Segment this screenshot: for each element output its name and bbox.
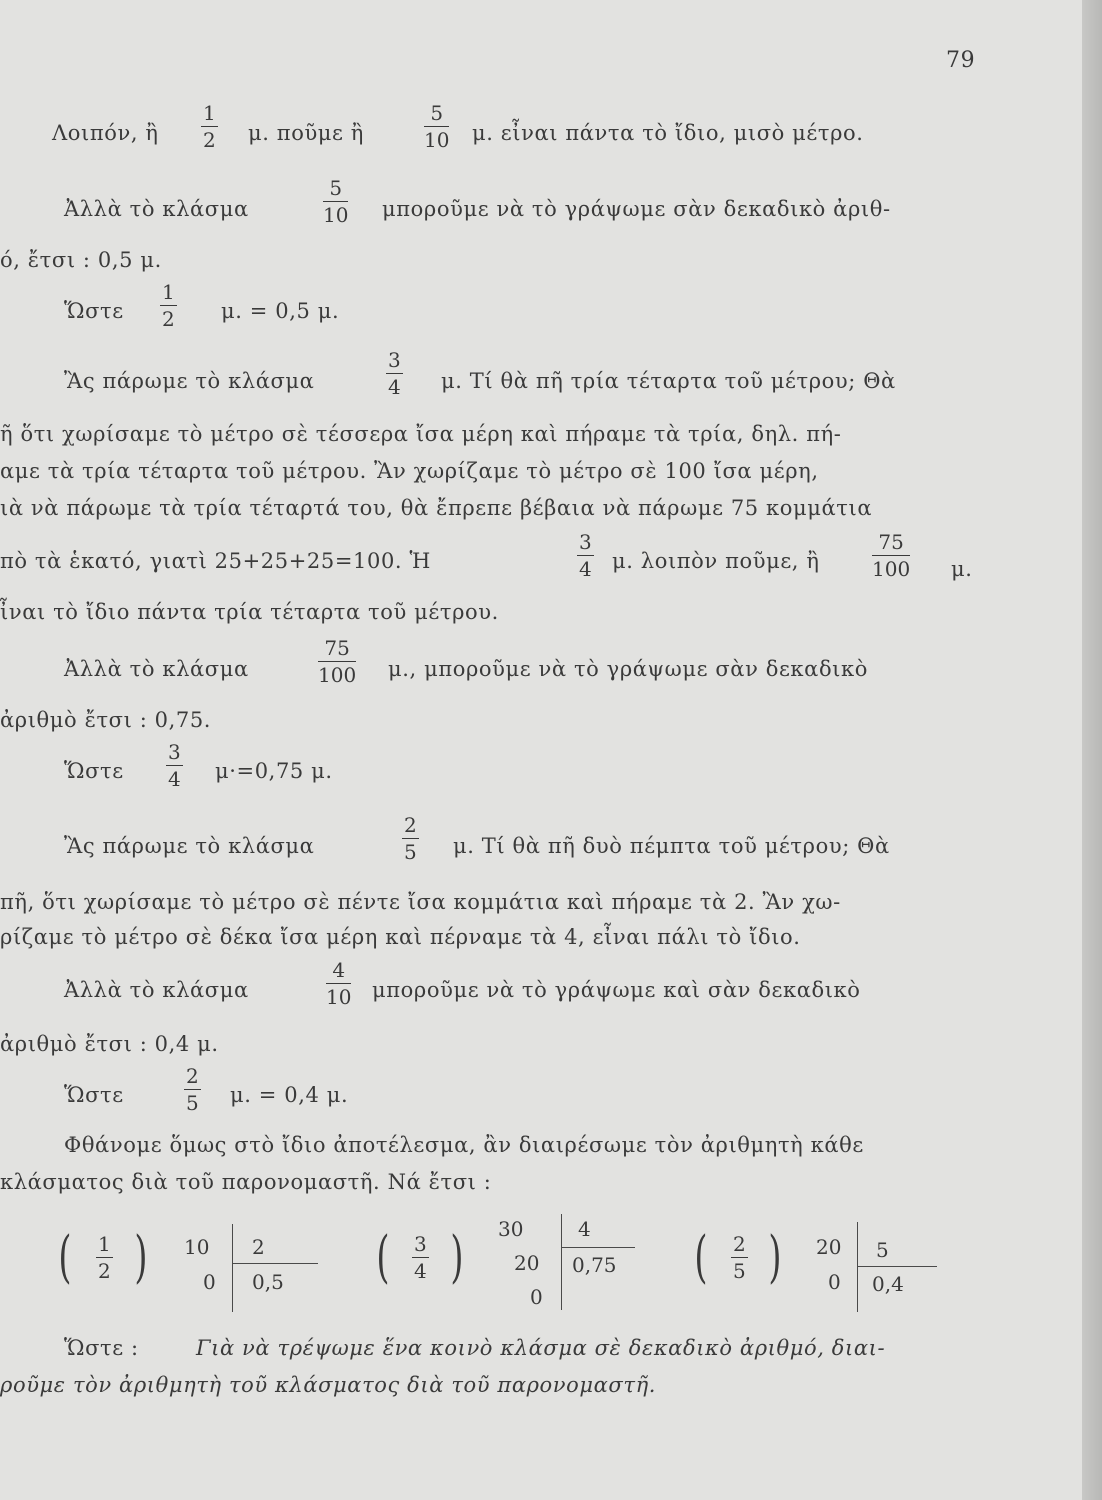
text-line: κλάσματος διὰ τοῦ παρονομαστῆ. Νά ἔτσι : (0, 1170, 492, 1194)
fraction: 3 4 (579, 530, 592, 581)
text-line: Φθάνομε ὅμως στὸ ἴδιο ἀποτέλεσμα, ἂν διαιρέσωμε τὸν ἀριθμητὴ κάθε (64, 1133, 864, 1157)
rule-text: Γιὰ νὰ τρέψωμε ἕνα κοινὸ κλάσμα σὲ δεκαδικὸ ἀριθμό, διαι- (196, 1336, 886, 1360)
remainder: 0 (530, 1285, 543, 1309)
fraction: 75 100 (318, 636, 357, 687)
text-line: Ἂς πάρωμε τὸ κλάσμα (64, 369, 315, 393)
right-paren: ) (768, 1225, 782, 1290)
rule-text: ροῦμε τὸν ἀριθμητὴ τοῦ κλάσματος διὰ τοῦ παρονομαστῆ. (0, 1373, 657, 1397)
page-number: 79 (946, 48, 976, 73)
division-horizontal-rule (857, 1266, 937, 1267)
left-paren: ( (376, 1225, 390, 1290)
rule-label: Ὥστε : (64, 1336, 139, 1360)
quotient: 0,4 (872, 1272, 904, 1296)
text-line: μποροῦμε νὰ τὸ γράψωμε σὰν δεκαδικὸ ἀριθ- (382, 197, 891, 221)
text-line: Ὥστε (64, 1083, 124, 1107)
fraction: 3 4 (388, 348, 401, 399)
text-line: ἀριθμὸ ἔτσι : 0,4 μ. (0, 1032, 219, 1056)
division-vertical-rule (561, 1214, 562, 1310)
text-line: Ἀλλὰ τὸ κλάσμα (64, 657, 249, 681)
text-line: μ. = 0,4 μ. (230, 1083, 349, 1107)
text-line: μ·=0,75 μ. (215, 759, 333, 783)
text-line: Ἀλλὰ τὸ κλάσμα (64, 197, 249, 221)
fraction: 2 5 (186, 1064, 199, 1115)
text-line: ἀριθμὸ ἔτσι : 0,75. (0, 708, 212, 732)
fraction: 3 4 (168, 740, 181, 791)
text-line: ρίζαμε τὸ μέτρο σὲ δέκα ἴσα μέρη καὶ πέρναμε τὰ 4, εἶναι πάλι τὸ ἴδιο. (0, 925, 801, 949)
text-line: μ. Τί θὰ πῆ δυὸ πέμπτα τοῦ μέτρου; Θὰ (453, 834, 890, 858)
division-vertical-rule (857, 1222, 858, 1312)
text-line: μ. εἶναι πάντα τὸ ἴδιο, μισὸ μέτρο. (472, 121, 864, 145)
fraction: 3 4 (414, 1232, 427, 1283)
quotient: 0,5 (252, 1270, 284, 1294)
text-line: μ. ποῦμε ἢ (248, 121, 364, 145)
divisor: 2 (252, 1235, 265, 1259)
dividend: 10 (184, 1235, 210, 1259)
fraction: 1 2 (162, 280, 175, 331)
text-line: μ. (951, 557, 973, 581)
divisor: 4 (578, 1217, 591, 1241)
remainder: 0 (203, 1270, 216, 1294)
text-line: μ. = 0,5 μ. (221, 299, 340, 323)
fraction: 5 10 (424, 101, 450, 152)
text-line: Ὥστε (64, 299, 124, 323)
fraction: 1 2 (203, 101, 216, 152)
text-line: πὸ τὰ ἑκατό, γιατὶ 25+25+25=100. Ἡ (0, 549, 431, 573)
divisor: 5 (876, 1238, 889, 1262)
text-line: Ἂς πάρωμε τὸ κλάσμα (64, 834, 315, 858)
partial-remainder: 20 (514, 1251, 540, 1275)
text-line: ό, ἔτσι : 0,5 μ. (0, 248, 162, 272)
text-line: Ὥστε (64, 759, 124, 783)
text-line: μ. λοιπὸν ποῦμε, ἢ (612, 549, 820, 573)
text-line: ἶναι τὸ ἴδιο πάντα τρία τέταρτα τοῦ μέτρου. (0, 600, 499, 624)
division-horizontal-rule (561, 1247, 635, 1248)
fraction: 4 10 (326, 958, 352, 1009)
text-line: ιὰ νὰ πάρωμε τὰ τρία τέταρτά του, θὰ ἔπρεπε βέβαια νὰ πάρωμε 75 κομμάτια (0, 496, 873, 520)
fraction: 2 5 (733, 1232, 746, 1283)
division-horizontal-rule (232, 1263, 318, 1264)
text-line: μ., μποροῦμε νὰ τὸ γράψωμε σὰν δεκαδικὸ (388, 657, 868, 681)
quotient: 0,75 (572, 1253, 617, 1277)
right-paren: ) (450, 1225, 464, 1290)
text-line: Ἀλλὰ τὸ κλάσμα (64, 978, 249, 1002)
right-paren: ) (134, 1225, 148, 1290)
text-line: μ. Τί θὰ πῆ τρία τέταρτα τοῦ μέτρου; Θὰ (441, 369, 896, 393)
page-edge (1082, 0, 1102, 1500)
text-line: Λοιπόν, ἢ (52, 121, 159, 145)
text-line: αμε τὰ τρία τέταρτα τοῦ μέτρου. Ἂν χωρίζαμε τὸ μέτρο σὲ 100 ἴσα μέρη, (0, 459, 819, 483)
fraction: 75 100 (872, 530, 911, 581)
dividend: 30 (498, 1217, 524, 1241)
fraction: 2 5 (404, 813, 417, 864)
left-paren: ( (694, 1225, 708, 1290)
division-vertical-rule (232, 1224, 233, 1312)
text-line: μποροῦμε νὰ τὸ γράψωμε καὶ σὰν δεκαδικὸ (372, 978, 861, 1002)
fraction: 1 2 (98, 1232, 111, 1283)
remainder: 0 (828, 1270, 841, 1294)
text-line: πῆ, ὅτι χωρίσαμε τὸ μέτρο σὲ πέντε ἴσα κομμάτια καὶ πήραμε τὰ 2. Ἂν χω- (0, 890, 841, 914)
text-line: ῆ ὅτι χωρίσαμε τὸ μέτρο σὲ τέσσερα ἴσα μέρη καὶ πήραμε τὰ τρία, δηλ. πή- (0, 422, 842, 446)
dividend: 20 (816, 1235, 842, 1259)
left-paren: ( (58, 1225, 72, 1290)
fraction: 5 10 (323, 176, 349, 227)
